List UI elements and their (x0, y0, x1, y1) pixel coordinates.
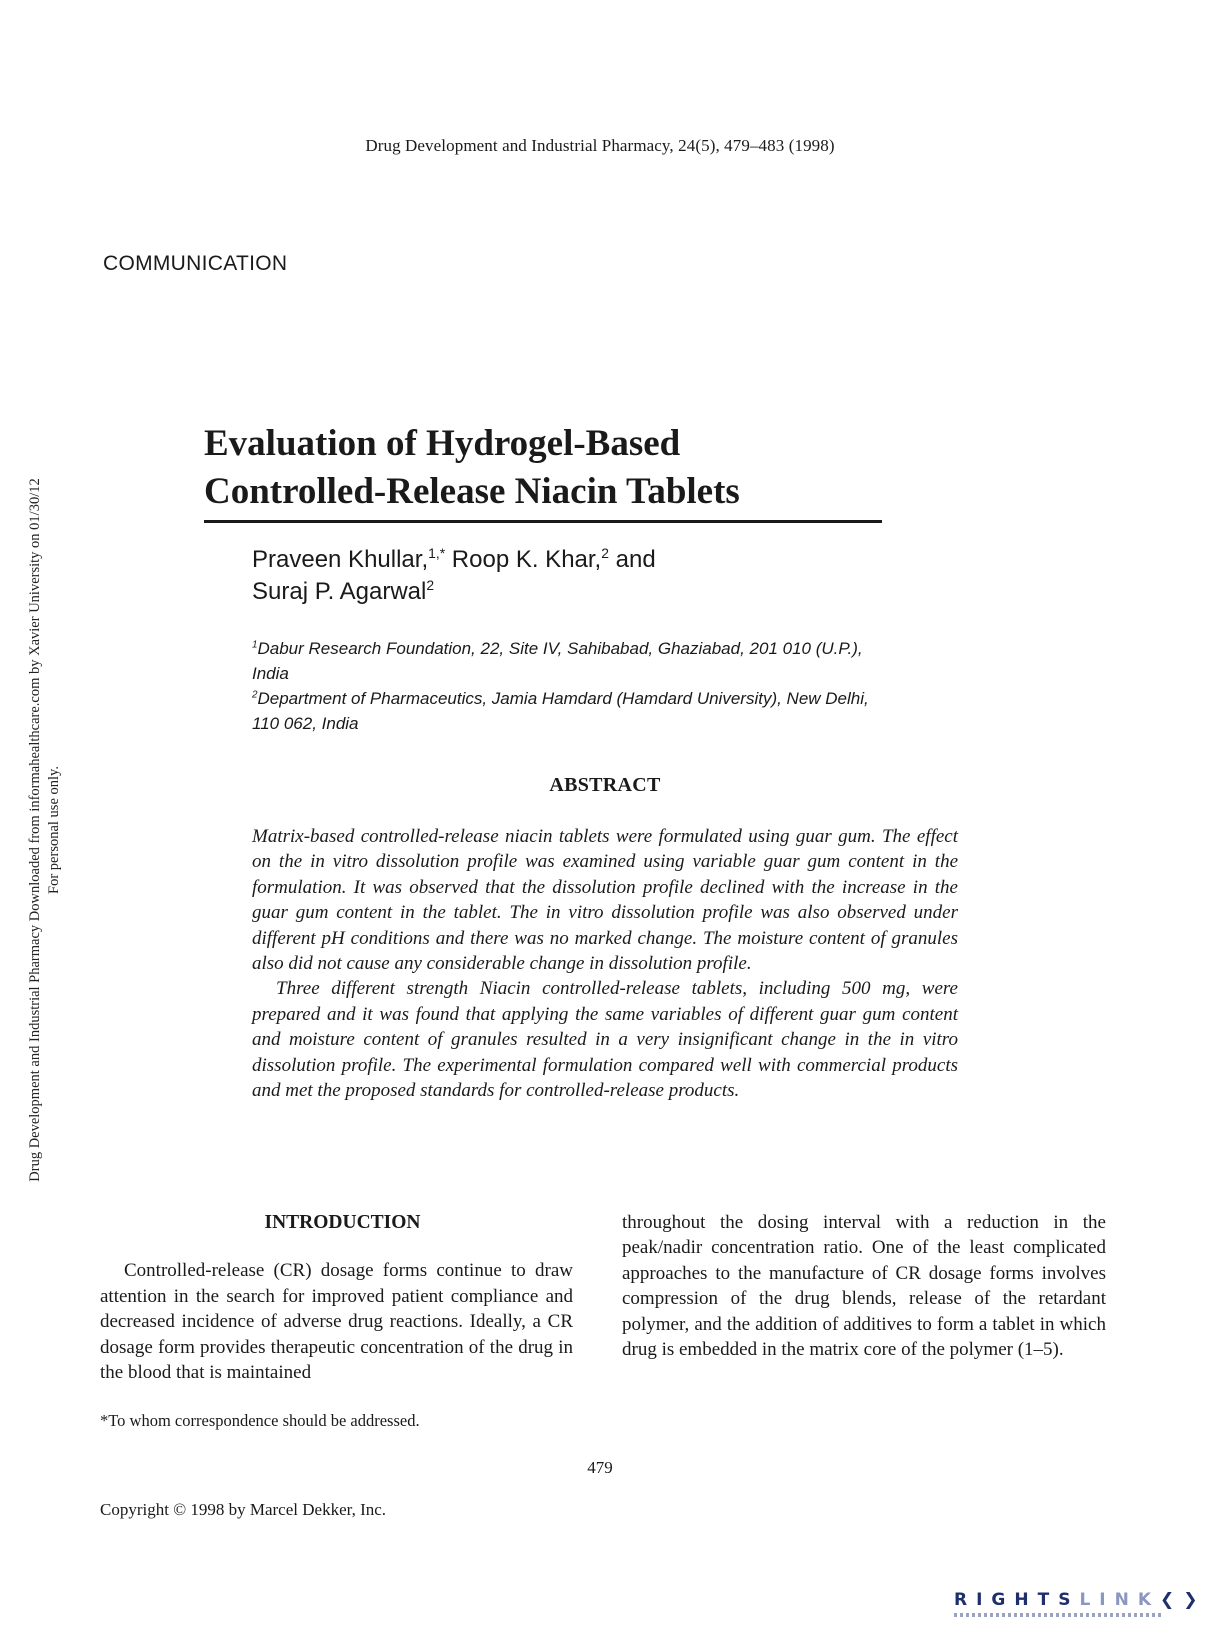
author-line1 (252, 544, 892, 576)
author-line2 (252, 576, 892, 608)
body-paragraph: Controlled-release (CR) dosage forms continue to draw attention in the search for improved patient compliance and decreased incidence of adverse drug reactions. Ideally, a CR dosage form provides therapeutic concentration of the drug in the blood that is maintained (100, 1260, 573, 1384)
abstract-body (252, 824, 958, 1103)
copyright-notice: Copyright © 1998 by Marcel Dekker, Inc. (100, 1500, 387, 1519)
author-name: Suraj P. Agarwal (252, 578, 427, 605)
author-name: Roop K. Khar, (445, 546, 602, 573)
article-title-line1: Evaluation of Hydrogel-Based (204, 423, 681, 464)
body-paragraph: throughout the dosing interval with a reduction in the peak/nadir concentration ratio. One of the least complicated approaches to the manufacture of CR dosage forms involves compression of the drug blends, release of the retardant polymer, and the addition of additives to form a tablet in which drug is embedded in the matrix core of the polymer (1–5). (622, 1212, 1106, 1361)
affiliation-text: Dabur Research Foundation, 22, Site IV, Sahibabad, Ghaziabad, 201 010 (U.P.), India (252, 639, 863, 683)
download-watermark (26, 420, 64, 1240)
affiliation-item (252, 636, 892, 686)
rightslink-logo-light: LINK (1079, 1590, 1160, 1610)
rightslink-logo-dark: RIGHTS (954, 1590, 1080, 1610)
rightslink-logo-subline (954, 1613, 1164, 1617)
article-title-line2: Controlled-Release Niacin Tablets (204, 471, 740, 512)
rightslink-logo (954, 1590, 1207, 1630)
section-type-label: COMMUNICATION (103, 252, 288, 275)
author-list (252, 544, 892, 608)
download-watermark-line2: For personal use only. (46, 766, 62, 894)
introduction-heading: INTRODUCTION (264, 1212, 421, 1233)
journal-citation: Drug Development and Industrial Pharmacy, 24(5), 479–483 (1998) (365, 136, 835, 155)
author-conjunction: and (608, 546, 656, 573)
affiliation-list (252, 636, 892, 736)
correspondence-footnote: *To whom correspondence should be addressed. (100, 1411, 420, 1430)
affiliation-mark: 1 (252, 639, 258, 651)
author-affiliation-mark: 2 (426, 577, 435, 593)
abstract-paragraph: Three different strength Niacin controlled-release tablets, including 500 mg, were prepared and it was found that applying the same variables of different guar gum content and moisture content of granules resulted in a very insignificant change in the in vitro dissolution profile. The experimental formulation compared well with commercial products and met the proposed standards for controlled-release products. (252, 978, 958, 1102)
affiliation-item (252, 686, 892, 736)
affiliation-mark: 2 (252, 689, 258, 701)
author-name: Praveen Khullar, (252, 546, 429, 573)
affiliation-text: Department of Pharmaceutics, Jamia Hamdard (Hamdard University), New Delhi, 110 062, India (252, 689, 869, 733)
rightslink-logo-text (954, 1590, 1207, 1610)
page-number: 479 (587, 1458, 613, 1477)
author-affiliation-mark: 2 (601, 545, 609, 561)
abstract-heading: ABSTRACT (549, 774, 661, 796)
abstract-paragraph: Matrix-based controlled-release niacin tablets were formulated using guar gum. The effect on the in vitro dissolution profile was examined using variable guar gum content in the formulation. It was observed that the dissolution profile declined with the increase in the guar gum content in the tablet. The in vitro dissolution profile was also observed under different pH conditions and there was no marked change. The moisture content of granules also did not cause any considerable change in dissolution profile. (252, 826, 958, 975)
download-watermark-line1: Drug Development and Industrial Pharmacy Downloaded from informahealthcare.com by Xavier University on 01/30/12 (27, 478, 43, 1182)
body-column-right (622, 1210, 1106, 1362)
author-affiliation-mark: 1,* (428, 545, 446, 561)
article-title (204, 420, 740, 516)
body-column-left (100, 1210, 573, 1385)
rightslink-logo-mark: ❮❯ (1160, 1590, 1207, 1610)
title-divider (204, 520, 882, 523)
